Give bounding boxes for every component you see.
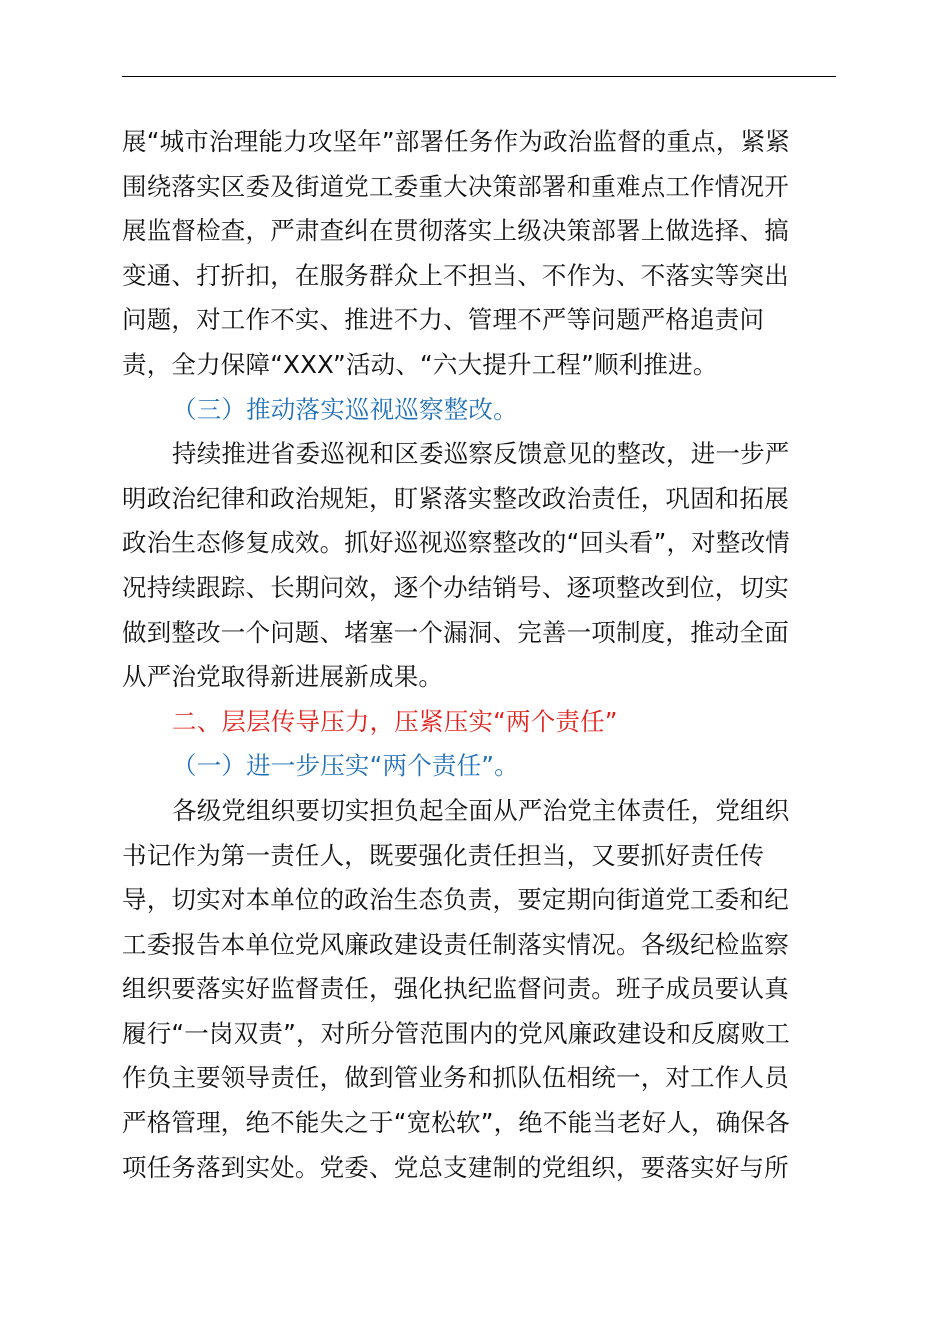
body-line: 问题，对工作不实、推进不力、管理不严等问题严格追责问 bbox=[122, 305, 765, 335]
body-line: 严格管理，绝不能失之于“宽松软”，绝不能当老好人，确保各 bbox=[122, 1108, 790, 1138]
subheading-3: （三）推动落实巡视巡察整改。 bbox=[172, 394, 518, 424]
subheading-1: （一）进一步压实“两个责任”。 bbox=[172, 751, 519, 781]
body-line: 况持续跟踪、长期问效，逐个办结销号、逐项整改到位，切实 bbox=[122, 572, 789, 602]
body-line: 责，全力保障“XXX”活动、“六大提升工程”顺利推进。 bbox=[122, 349, 718, 379]
body-line: 围绕落实区委及街道党工委重大决策部署和重难点工作情况开 bbox=[122, 171, 789, 201]
section-heading-2: 二、层层传导压力，压紧压实“两个责任” bbox=[172, 706, 618, 736]
paragraph-start-line: 各级党组织要切实担负起全面从严治党主体责任，党组织 bbox=[172, 795, 790, 825]
body-line: 组织要落实好监督责任，强化执纪监督问责。班子成员要认真 bbox=[122, 974, 789, 1004]
body-line: 展“城市治理能力攻坚年”部署任务作为政治监督的重点，紧紧 bbox=[122, 127, 790, 156]
body-line: 作负主要领导责任，做到管业务和抓队伍相统一，对工作人员 bbox=[122, 1063, 789, 1093]
body-line: 项任务落到实处。党委、党总支建制的党组织，要落实好与所 bbox=[122, 1152, 789, 1182]
header-rule bbox=[122, 76, 836, 77]
body-line: 导，切实对本单位的政治生态负责，要定期向街道党工委和纪 bbox=[122, 885, 789, 915]
body-line: 明政治纪律和政治规矩，盯紧落实整改政治责任，巩固和拓展 bbox=[122, 483, 789, 513]
body-line: 从严治党取得新进展新成果。 bbox=[122, 662, 444, 692]
body-line: 政治生态修复成效。抓好巡视巡察整改的“回头看”，对整改情 bbox=[122, 528, 790, 558]
body-line: 工委报告本单位党风廉政建设责任制落实情况。各级纪检监察 bbox=[122, 929, 789, 959]
body-line: 展监督检查，严肃查纠在贯彻落实上级决策部署上做选择、搞 bbox=[122, 216, 789, 246]
body-line: 变通、打折扣，在服务群众上不担当、不作为、不落实等突出 bbox=[122, 260, 789, 290]
body-line: 书记作为第一责任人，既要强化责任担当，又要抓好责任传 bbox=[122, 840, 765, 870]
body-line: 履行“一岗双责”，对所分管范围内的党风廉政建设和反腐败工 bbox=[122, 1018, 790, 1048]
body-line: 做到整改一个问题、堵塞一个漏洞、完善一项制度，推动全面 bbox=[122, 617, 789, 647]
document-body bbox=[122, 120, 842, 1190]
paragraph-start-line: 持续推进省委巡视和区委巡察反馈意见的整改，进一步严 bbox=[172, 439, 790, 469]
